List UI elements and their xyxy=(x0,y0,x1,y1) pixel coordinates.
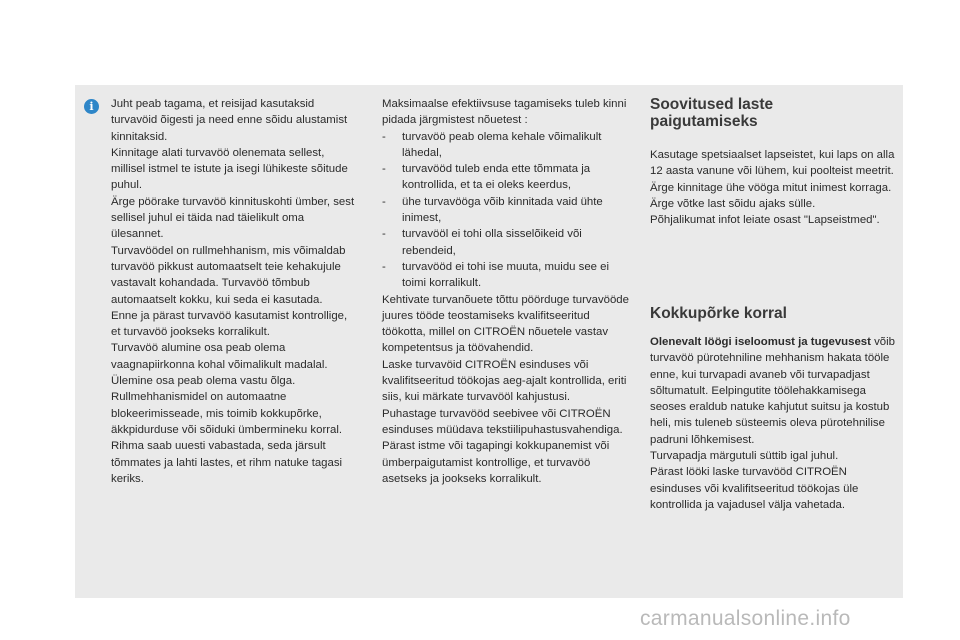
paragraph: Turvavöö alumine osa peab olema vaagnapiirkonna kohal võimalikult madalal. xyxy=(111,342,328,371)
paragraph xyxy=(650,334,898,448)
list-item: - turvavöö peab olema kehale võimalikult lähedal, xyxy=(382,129,632,162)
paragraph: Laske turvavöid CITROËN esinduses või kvalifitseeritud töökojas aeg-ajalt kontrollida, eriti siis, kui märkate turvavööl kahjustusi. xyxy=(382,358,627,404)
section-collision xyxy=(650,305,898,513)
title-line: Soovitused laste xyxy=(650,96,774,113)
paragraph: Ärge võtke last sõidu ajaks sülle. xyxy=(650,197,816,210)
paragraph: Kasutage spetsiaalset lapseistet, kui laps on alla 12 aasta vanune või lühem, kui poolteist meetrit. xyxy=(650,149,895,178)
lead-text: võib turvavöö pürotehniline mehhanism hakata tööle enne, kui turvapadi avaneb või turvapadjast sõltumatult. Eelpingutite töölehakkamisega seoses eraldub natuke kahjutut suitsu ja kostub heli, mis tuleneb süsteemis oleva pürotehnilise padruni lõhkemisest. xyxy=(650,336,895,446)
list-item: - turvavööd ei tohi ise muuta, muidu see ei toimi korralikult. xyxy=(382,259,632,292)
requirements-list xyxy=(382,129,632,292)
paragraph: Pärast lööki laske turvavööd CITROËN esinduses või kvalifitseeritud töökojas üle kontrollida ja vajadusel välja vahetada. xyxy=(650,466,859,511)
paragraph: Enne ja pärast turvavöö kasutamist kontrollige, et turvavöö jookseks korralikult. xyxy=(111,309,348,339)
paragraph: Juht peab tagama, et reisijad kasutaksid turvavöid õigesti ja need enne sõidu alustamist kinnitaksid. xyxy=(111,98,348,143)
paragraph: Pärast istme või tagapingi kokkupanemist või ümberpaigutamist kontrollige, et turvavöö asetseks ja jookseks korralikult. xyxy=(382,440,610,485)
section-title: Kokkupõrke korral xyxy=(650,305,787,322)
paragraph: Puhastage turvavööd seebivee või CITROËN esinduses müüdava tekstiilipuhastusvahendiga. xyxy=(382,407,623,436)
paragraph: Turvavöödel on rullmehhanism, mis võimaldab turvavöö pikkust automaatselt teie kehakujule vastavalt kohandada. Turvavöö tõmbub automaatselt kokku, kui seda ei kasutada. xyxy=(111,244,346,306)
section-title xyxy=(650,96,898,130)
list-item: - turvavööd tuleb enda ette tõmmata ja kontrollida, et ta ei oleks keerdus, xyxy=(382,161,632,194)
paragraph: Põhjalikumat infot leiate osast "Lapseistmed". xyxy=(650,214,880,227)
watermark: carmanualsonline.info xyxy=(640,607,851,630)
bold-lead: Olenevalt löögi iseloomust ja tugevusest xyxy=(650,336,871,348)
paragraph: Ülemine osa peab olema vastu õlga. xyxy=(111,375,296,388)
paragraph: Ärge kinnitage ühe vööga mitut inimest korraga. xyxy=(650,181,892,194)
list-item: - ühe turvavööga võib kinnitada vaid ühte inimest, xyxy=(382,194,632,227)
paragraph: Turvapadja märgutuli süttib igal juhul. xyxy=(650,450,839,463)
title-line: paigutamiseks xyxy=(650,113,758,130)
intro-text: Maksimaalse efektiivsuse tagamiseks tuleb kinni pidada järgmistest nõuetest : xyxy=(382,98,627,127)
list-item: - turvavööl ei tohi olla sisselõikeid või rebendeid, xyxy=(382,226,632,259)
column-children-and-collision xyxy=(650,96,898,511)
paragraph: Kehtivate turvanõuete tõttu pöörduge turvavööde juures tööde teostamiseks kvalifitseeritud töökotta, millel on CITROËN nõuetele vastav kompetentsus ja töövahendid. xyxy=(382,293,629,355)
info-icon: i xyxy=(84,99,99,114)
column-seatbelt-usage xyxy=(111,96,359,487)
paragraph: Ärge pöörake turvavöö kinnituskohti ümber, sest sellisel juhul ei täida nad täielikult oma ülesannet. xyxy=(111,195,355,241)
section-child-placement xyxy=(650,96,898,228)
column-requirements xyxy=(382,96,632,487)
paragraph: Rullmehhanismidel on automaatne blokeerimisseade, mis toimib kokkupõrke, äkkpidurduse või sõiduki ümbermineku korral. Rihma saab uuesti vabastada, seda järsult tõmmates ja lahti lastes, et rihm natuke tagasi keriks. xyxy=(111,391,343,485)
paragraph: Kinnitage alati turvavöö olenemata sellest, millisel istmel te istute ja isegi lühikeste sõitude puhul. xyxy=(111,146,348,192)
